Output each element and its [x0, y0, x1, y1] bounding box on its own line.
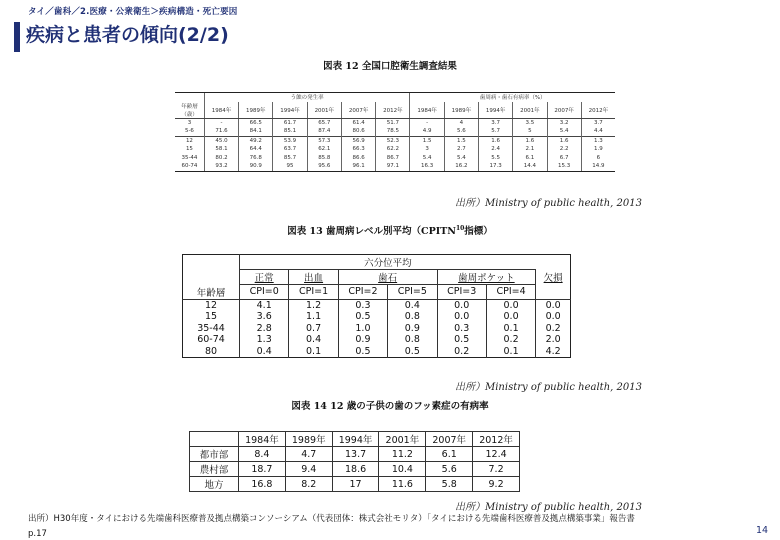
fig14-year: 1989年 — [285, 432, 332, 447]
fig13-age: 80 — [204, 345, 218, 357]
fig13-group-header: 歯石 — [338, 270, 437, 285]
fig13-cell: 0.2 — [437, 346, 486, 358]
fig13-title-text: 図表 13 歯周病レベル別平均（CPITN — [287, 226, 456, 237]
fig12-cell: 87.4 — [307, 127, 341, 136]
table-row — [190, 477, 520, 492]
fig12-cell: 76.8 — [239, 154, 273, 163]
fig12-cell: 4.9 — [410, 127, 444, 136]
fig12-cell: 62.2 — [376, 145, 410, 154]
fig12-cell: 57.3 — [307, 136, 341, 145]
fig12-cell: 5 — [513, 127, 547, 136]
fig12-cell: 3.2 — [547, 118, 581, 127]
fig13-sub-header: CPI=5 — [388, 285, 437, 300]
fig12-cell: 14.9 — [581, 162, 615, 171]
fig13-corner — [183, 255, 240, 270]
fig13-cell: 0.3 — [338, 299, 387, 311]
fig14-table — [189, 431, 520, 492]
fig14-year: 2001年 — [379, 432, 426, 447]
fig12-cell: 2.1 — [513, 145, 547, 154]
fig14-cell: 9.2 — [473, 477, 520, 492]
table-row — [183, 299, 571, 311]
fig13-cell: 0.2 — [536, 323, 571, 335]
fig13-cell: 0.9 — [338, 334, 387, 346]
fig12-table — [175, 92, 615, 172]
fig12-cell: 14.4 — [513, 162, 547, 171]
fig12-cell: 2.4 — [479, 145, 513, 154]
fig12-year: 1994年 — [273, 102, 307, 119]
fig13-cell: 0.0 — [536, 299, 571, 311]
fig14-cell: 8.2 — [285, 477, 332, 492]
fig12-year: 2007年 — [547, 102, 581, 119]
table-row — [175, 145, 615, 154]
table-row — [175, 127, 615, 136]
fig12-cell: 56.9 — [341, 136, 375, 145]
fig13-title — [0, 223, 780, 237]
page-title: 疾病と患者の傾向(2/2) — [26, 24, 229, 46]
fig13-cell: 0.0 — [437, 299, 486, 311]
fig14-area: 農村部 — [190, 462, 239, 477]
page-number: 14 — [756, 525, 769, 536]
breadcrumb: タイ／歯科／2.医療・公衆衛生＞疾病構造・死亡要因 — [28, 7, 238, 17]
fig12-cell: 5.7 — [479, 127, 513, 136]
fig14-year: 2012年 — [473, 432, 520, 447]
fig13-cell: 0.0 — [536, 311, 571, 323]
fig13-cell: 0.3 — [437, 323, 486, 335]
fig12-cell: 1.5 — [444, 136, 478, 145]
fig14-cell: 16.8 — [239, 477, 286, 492]
fig14-title: 図表 14 12 歳の子供の歯のフッ素症の有病率 — [291, 401, 489, 412]
fig12-cell: 6 — [581, 154, 615, 163]
fig14-cell: 5.6 — [426, 462, 473, 477]
fig13-cell: 4.1 — [240, 299, 289, 311]
fig14-cell: 8.4 — [239, 447, 286, 462]
table-row — [175, 162, 615, 171]
fig12-year: 2007年 — [341, 102, 375, 119]
fig12-cell: 58.1 — [204, 145, 238, 154]
fig12-cell: 80.6 — [341, 127, 375, 136]
fig13-cell: 0.8 — [388, 311, 437, 323]
fig12-cell: 66.3 — [341, 145, 375, 154]
fig13-age: 15 — [204, 311, 218, 323]
fig13-cell: 0.5 — [388, 346, 437, 358]
fig12-cell: - — [204, 118, 238, 127]
fig12-cell: 6.7 — [547, 154, 581, 163]
fig13-blank — [536, 255, 571, 270]
fig12-cell: 16.3 — [410, 162, 444, 171]
fig12-cell: 53.9 — [273, 136, 307, 145]
fig12-cell: 4.4 — [581, 127, 615, 136]
fig12-cell: 1.6 — [513, 136, 547, 145]
fig12-cell: 95 — [273, 162, 307, 171]
fig14-cell: 11.2 — [379, 447, 426, 462]
fig14-cell: 4.7 — [285, 447, 332, 462]
fig12-year: 2001年 — [307, 102, 341, 119]
fig12-cell: 1.5 — [410, 136, 444, 145]
fig12-cell: 1.9 — [581, 145, 615, 154]
fig13-blank — [536, 285, 571, 300]
fig14-cell: 18.6 — [332, 462, 379, 477]
table-row — [175, 118, 615, 127]
table-row — [183, 334, 571, 346]
fig13-title-end: 指標） — [464, 226, 493, 237]
fig12-cell: 85.1 — [273, 127, 307, 136]
fig12-cell: 16.2 — [444, 162, 478, 171]
fig13-corner — [183, 270, 240, 285]
fig12-cell: 52.3 — [376, 136, 410, 145]
fig13-cell: 0.0 — [486, 311, 535, 323]
fig12-cell: 1.3 — [581, 136, 615, 145]
fig13-group-header: 正常 — [240, 270, 289, 285]
table-row — [183, 311, 571, 323]
fig13-cell: 0.0 — [486, 299, 535, 311]
table-row — [183, 323, 571, 335]
fig13-group-header: 歯周ポケット — [437, 270, 536, 285]
fig12-cell: 5.4 — [410, 154, 444, 163]
fig13-cell: 0.7 — [289, 323, 338, 335]
fig13-cell: 1.0 — [338, 323, 387, 335]
fig12-age: 12 — [175, 136, 204, 145]
fig13-group-header: 欠損 — [536, 270, 571, 285]
fig13-cell: 2.0 — [536, 334, 571, 346]
fig12-cell: 86.7 — [376, 154, 410, 163]
fig12-year: 1989年 — [239, 102, 273, 119]
fig14-cell: 7.2 — [473, 462, 520, 477]
fig12-cell: 5.4 — [547, 127, 581, 136]
fig14-year: 2007年 — [426, 432, 473, 447]
fig12-year: 2001年 — [513, 102, 547, 119]
fig14-area: 都市部 — [190, 447, 239, 462]
fig12-cell: 61.7 — [273, 118, 307, 127]
fig12-cell: 51.7 — [376, 118, 410, 127]
fig12-year: 1994年 — [479, 102, 513, 119]
fig14-cell: 13.7 — [332, 447, 379, 462]
fig13-cell: 0.1 — [486, 346, 535, 358]
fig12-age: 35-44 — [181, 154, 198, 161]
fig13-cell: 1.2 — [289, 299, 338, 311]
fig12-cell: 84.1 — [239, 127, 273, 136]
fig13-cell: 0.9 — [388, 323, 437, 335]
fig12-row-header: 年齢層 （歳） — [175, 102, 204, 119]
fig12-cell: 71.6 — [204, 127, 238, 136]
fig12-year: 2012年 — [581, 102, 615, 119]
fig13-source: 出所）Ministry of public health, 2013 — [455, 382, 642, 393]
fig14-area: 地方 — [190, 477, 239, 492]
fig12-cell: 86.6 — [341, 154, 375, 163]
table-row — [183, 346, 571, 358]
fig12-cell: 2.2 — [547, 145, 581, 154]
fig14-year: 1994年 — [332, 432, 379, 447]
fig12-age: 5-6 — [184, 128, 194, 135]
fig12-cell: 95.6 — [307, 162, 341, 171]
fig13-cell: 0.5 — [437, 334, 486, 346]
fig12-cell: 78.5 — [376, 127, 410, 136]
fig14-cell: 6.1 — [426, 447, 473, 462]
fig12-cell: 3.7 — [581, 118, 615, 127]
table-row — [175, 154, 615, 163]
fig13-sub-header: CPI=0 — [240, 285, 289, 300]
fig14-corner — [190, 432, 239, 447]
fig12-cell: 65.7 — [307, 118, 341, 127]
fig14-cell: 11.6 — [379, 477, 426, 492]
fig12-cell: 93.2 — [204, 162, 238, 171]
fig12-year: 1989年 — [444, 102, 478, 119]
fig13-cell: 0.4 — [388, 299, 437, 311]
fig14-year: 1984年 — [239, 432, 286, 447]
fig12-cell: 5.4 — [444, 154, 478, 163]
fig14-cell: 9.4 — [285, 462, 332, 477]
fig12-year: 1984年 — [204, 102, 238, 119]
fig13-cell: 0.5 — [338, 346, 387, 358]
fig14-cell: 5.8 — [426, 477, 473, 492]
fig13-cell: 1.3 — [240, 334, 289, 346]
fig12-cell: 85.8 — [307, 154, 341, 163]
fig12-cell: 97.1 — [376, 162, 410, 171]
fig14-source: 出所）Ministry of public health, 2013 — [455, 502, 642, 513]
fig13-table — [182, 254, 571, 358]
fig13-age: 35-44 — [197, 322, 225, 334]
fig14-cell: 12.4 — [473, 447, 520, 462]
fig12-cell: 62.1 — [307, 145, 341, 154]
footer-page: p.17 — [28, 529, 47, 539]
fig12-age: 60-74 — [175, 162, 204, 171]
fig13-cell: 4.2 — [536, 346, 571, 358]
fig13-cell: 1.1 — [289, 311, 338, 323]
table-row — [190, 447, 520, 462]
fig12-year: 1984年 — [410, 102, 444, 119]
fig13-age: 60-74 — [197, 334, 225, 346]
fig12-cell: - — [410, 118, 444, 127]
fig12-cell: 5.6 — [444, 127, 478, 136]
fig13-cell: 0.4 — [240, 346, 289, 358]
fig12-cell: 6.1 — [513, 154, 547, 163]
fig12-cell: 80.2 — [204, 154, 238, 163]
fig13-cell: 0.1 — [289, 346, 338, 358]
fig12-cell: 64.4 — [239, 145, 273, 154]
fig14-cell: 10.4 — [379, 462, 426, 477]
fig12-cell: 3.7 — [479, 118, 513, 127]
fig12-cell: 15.3 — [547, 162, 581, 171]
fig12-cell: 63.7 — [273, 145, 307, 154]
fig12-cell: 3.5 — [513, 118, 547, 127]
fig12-corner — [175, 93, 204, 102]
fig12-source: 出所）Ministry of public health, 2013 — [455, 198, 642, 209]
table-row — [190, 462, 520, 477]
fig13-top-header: 六分位平均 — [240, 255, 536, 270]
fig13-cell: 0.0 — [437, 311, 486, 323]
fig12-cell: 1.6 — [479, 136, 513, 145]
fig14-cell: 17 — [332, 477, 379, 492]
fig12-age: 15 — [185, 146, 193, 153]
fig12-cell: 1.6 — [547, 136, 581, 145]
fig13-cell: 3.6 — [240, 311, 289, 323]
fig12-group-header: 歯周病・歯石有病率（%） — [410, 93, 615, 102]
fig13-cell: 0.2 — [486, 334, 535, 346]
fig12-cell: 85.7 — [273, 154, 307, 163]
fig13-group-header: 出血 — [289, 270, 338, 285]
fig12-cell: 17.3 — [479, 162, 513, 171]
fig13-sub-header: CPI=3 — [437, 285, 486, 300]
fig13-cell: 2.8 — [240, 323, 289, 335]
fig12-cell: 5.5 — [479, 154, 513, 163]
fig12-cell: 2.7 — [444, 145, 478, 154]
title-accent-bar — [14, 22, 20, 52]
fig13-cell: 0.5 — [338, 311, 387, 323]
fig13-sub-header: CPI=2 — [338, 285, 387, 300]
fig12-cell: 3 — [410, 145, 444, 154]
fig12-cell: 90.9 — [239, 162, 273, 171]
fig13-cell: 0.8 — [388, 334, 437, 346]
fig12-cell: 66.5 — [239, 118, 273, 127]
fig13-cell: 0.4 — [289, 334, 338, 346]
fig13-age: 12 — [183, 299, 240, 311]
fig14-cell: 18.7 — [239, 462, 286, 477]
fig12-group-header: う蝕の発生率 — [204, 93, 410, 102]
fig12-cell: 49.2 — [239, 136, 273, 145]
fig12-cell: 61.4 — [341, 118, 375, 127]
fig13-cell: 0.1 — [486, 323, 535, 335]
fig12-cell: 96.1 — [341, 162, 375, 171]
fig13-sub-header: CPI=1 — [289, 285, 338, 300]
fig13-sub-header: CPI=4 — [486, 285, 535, 300]
fig12-cell: 4 — [444, 118, 478, 127]
fig12-cell: 45.0 — [204, 136, 238, 145]
fig13-title-sup: 10 — [455, 224, 465, 232]
fig12-year: 2012年 — [376, 102, 410, 119]
fig12-title: 図表 12 全国口腔衛生調査結果 — [323, 61, 457, 72]
table-row — [175, 136, 615, 145]
fig13-age-header: 年齢層 — [196, 287, 226, 299]
footer-citation: 出所）H30年度・タイにおける先端歯科医療普及拠点構築コンソーシアム（代表団体：株式会社モリタ）「タイにおける先端歯科医療普及拠点構築事業」報告書 — [28, 514, 635, 524]
fig12-age: 3 — [187, 119, 192, 126]
